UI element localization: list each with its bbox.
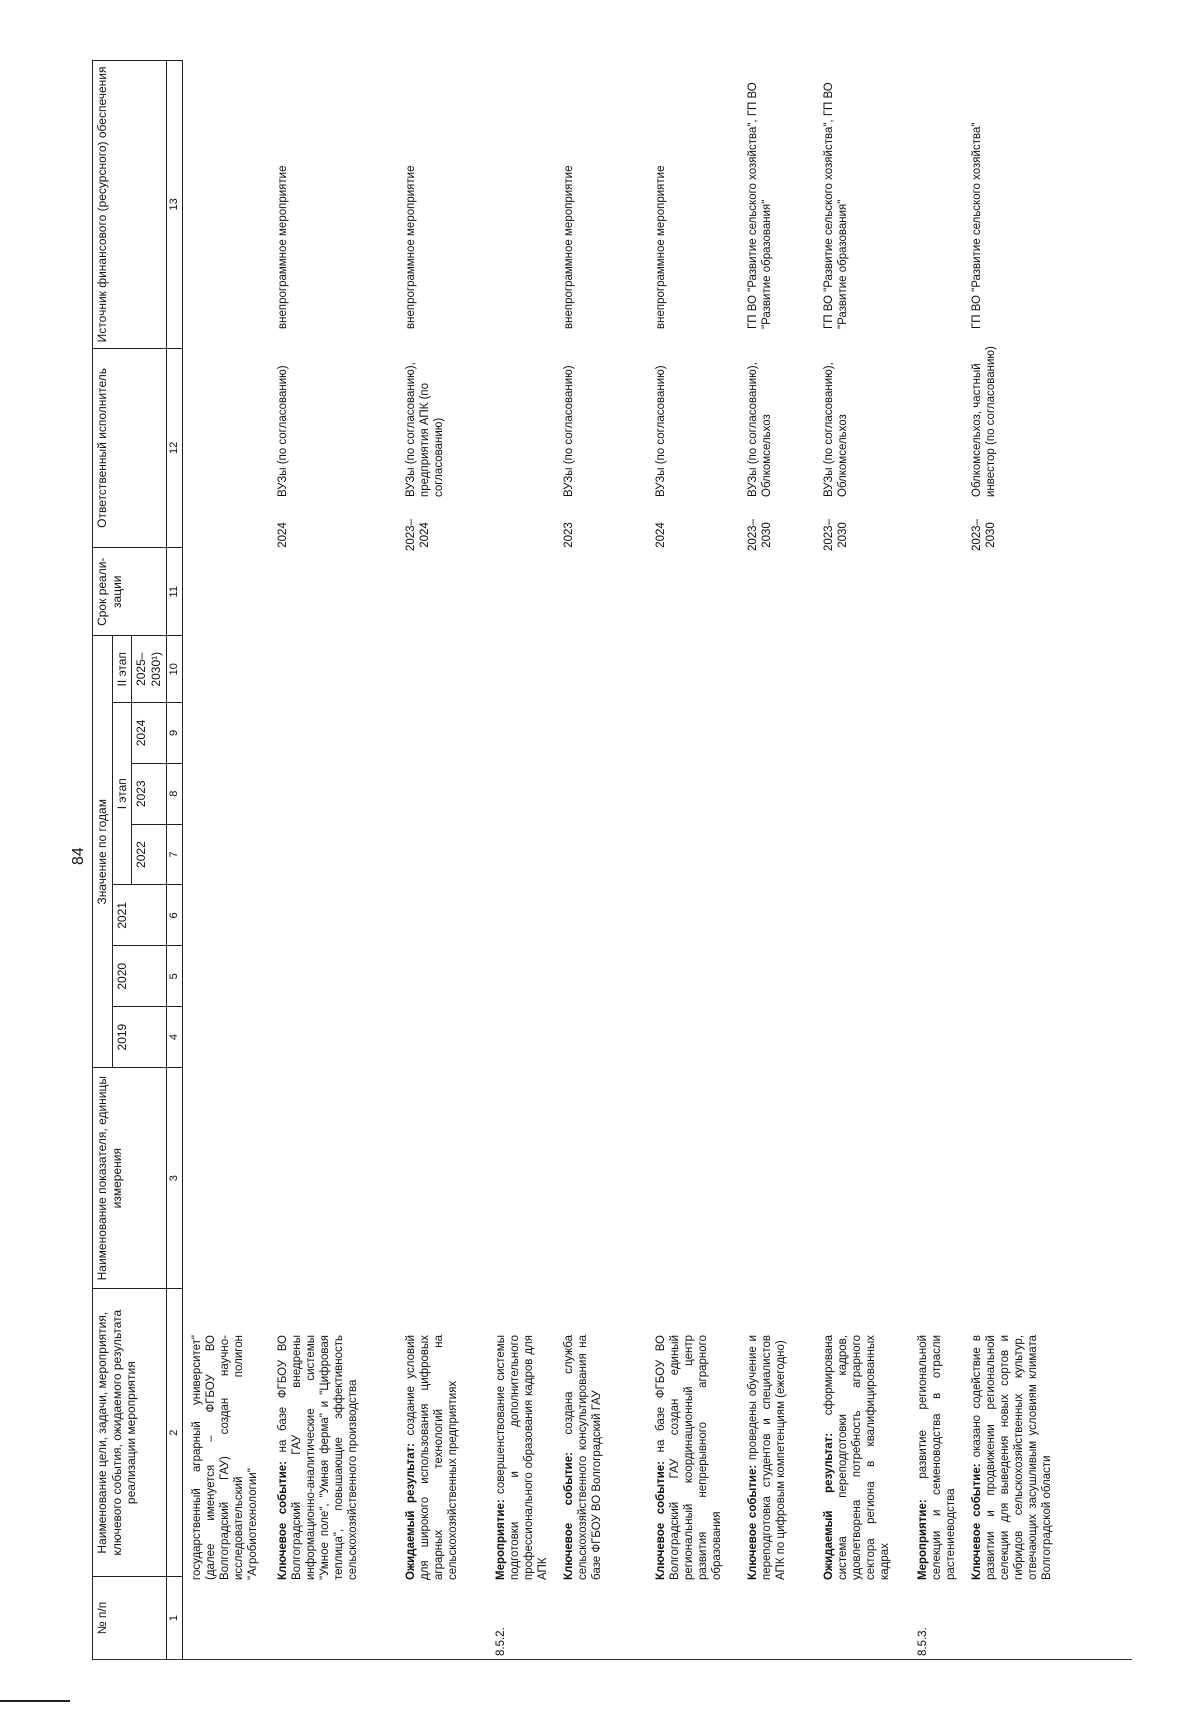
- row-source: внепрограммное мероприятие: [277, 165, 289, 329]
- header-num: № п/п: [93, 1577, 167, 1660]
- col-number: 10: [166, 636, 182, 702]
- row-number: 8.5.2.: [495, 1627, 507, 1656]
- col-number: 8: [166, 763, 182, 824]
- page-number: 84: [70, 847, 87, 865]
- row-label: Ожидаемый результат:: [823, 1432, 835, 1580]
- row-text: оказано содействие в развитии и продвижении региональной селекции для выведения новых сортов и гибридов сельскохозяйственных культур, отвечающих засушливым условиям климата Волгоградской области: [971, 1335, 1054, 1580]
- row-text: создана служба сельскохозяйственного консультирования на базе ФГБОУ ВО Волгоградский ГАУ: [563, 1334, 604, 1580]
- row-text: развитие региональной селекции и семеноводства в отрасли растениеводства: [917, 1335, 958, 1580]
- row-term: 2023–2030: [823, 519, 850, 551]
- row-label: Ключевое событие:: [747, 1464, 759, 1580]
- header-year-2021: 2021: [112, 885, 166, 946]
- row-term: 2023–2030: [747, 519, 774, 551]
- col-number: 7: [166, 824, 182, 885]
- rotated-table-sheet: [92, 60, 1132, 1660]
- row-term: 2023: [563, 522, 575, 548]
- header-stage-1: I этап: [112, 702, 132, 885]
- row-responsible: Облкомсельхоз, частный инвестор (по согласованию): [971, 346, 998, 497]
- row-label: Мероприятие:: [917, 1499, 929, 1580]
- col-number: 6: [166, 885, 182, 946]
- col-number: 13: [166, 61, 182, 349]
- row-responsible: ВУЗы (по согласованию), Облкомсельхоз: [823, 362, 850, 497]
- header-name: Наименование цели, задачи, мероприятия, ключевого события, ожидаемого результата реализации мероприятия: [93, 1289, 167, 1577]
- row-text: на базе ФГБОУ ВО Волгоградский ГАУ внедрены информационно-аналитические системы "Умное поле", "Умная ферма" и "Цифровая теплица", повышающие эффективность сельскохозяйственного производства: [277, 1335, 360, 1580]
- row-source: ГП ВО "Развитие сельского хозяйства", ГП ВО "Развитие образования": [823, 82, 850, 329]
- row-text: создание условий для широкого использования цифровых аграрных технологий на сельскохозяйственных предприятиях: [405, 1335, 460, 1580]
- header-stage-2: II этап: [112, 636, 132, 702]
- header-year-2024: 2024: [132, 702, 166, 763]
- row-text: проведены обучение и переподготовка студентов и специалистов АПК по цифровым компетенциям (ежегодно): [747, 1334, 788, 1580]
- col-number: 5: [166, 946, 182, 1007]
- row-responsible: ВУЗы (по согласованию): [277, 365, 289, 497]
- header-year-2025-2030: 2025–2030¹): [132, 636, 166, 702]
- row-source: внепрограммное мероприятие: [655, 165, 667, 329]
- col-number: 3: [166, 1068, 182, 1289]
- row-text: сформирована система переподготовки кадров, удовлетворена потребность аграрного сектора региона в квалифицированных кадрах: [823, 1335, 892, 1580]
- row-label: Ожидаемый результат:: [405, 1443, 417, 1580]
- row-source: ГП ВО "Развитие сельского хозяйства": [971, 122, 983, 329]
- header-indicator: Наименование показателя, единицы измерения: [93, 1068, 167, 1289]
- row-responsible: ВУЗы (по согласованию): [563, 365, 575, 497]
- col-number: 12: [166, 348, 182, 547]
- row-label: Ключевое событие:: [563, 1452, 575, 1580]
- header-values: Значение по годам: [93, 636, 113, 1068]
- row-label: Ключевое событие:: [277, 1460, 289, 1580]
- row-term: 2024: [277, 522, 289, 548]
- header-year-2020: 2020: [112, 946, 166, 1007]
- row-source: ГП ВО "Развитие сельского хозяйства", ГП ВО "Развитие образования": [747, 82, 774, 329]
- col-number: 11: [166, 547, 182, 636]
- header-responsible: Ответственный исполнитель: [93, 348, 167, 547]
- row-text: совершенствование системы подготовки и дополнительного профессионального образования кадров для АПК: [495, 1335, 550, 1580]
- left-border: [92, 1659, 1132, 1660]
- header-year-2023: 2023: [132, 763, 166, 824]
- header-source: Источник финансового (ресурсного) обеспечения: [93, 61, 167, 349]
- header-year-2019: 2019: [112, 1007, 166, 1068]
- header-term: Срок реали-зации: [93, 547, 167, 636]
- scan-margin-mark: [0, 1700, 70, 1702]
- row-text: государственный аграрный университет" (далее именуется – ФГБОУ ВО Волгоградский ГАУ) создан научно-исследовательский полигон "Агробиотехнологии": [191, 1335, 260, 1580]
- row-responsible: ВУЗы (по согласованию), Облкомсельхоз: [747, 362, 774, 497]
- row-term: 2023–2024: [405, 519, 432, 551]
- col-number: 2: [166, 1289, 182, 1577]
- row-label: Ключевое событие:: [971, 1463, 983, 1580]
- col-number: 1: [166, 1577, 182, 1660]
- header-year-2022: 2022: [132, 824, 166, 885]
- header-table: [92, 60, 183, 1660]
- col-number: 4: [166, 1007, 182, 1068]
- row-source: внепрограммное мероприятие: [405, 165, 417, 329]
- row-source: внепрограммное мероприятие: [563, 165, 575, 329]
- row-term: 2024: [655, 522, 667, 548]
- row-text: на базе ФГБОУ ВО Волгоградский ГАУ создан единый региональный координационный центр развития непрерывного аграрного образования: [655, 1335, 724, 1580]
- row-label: Мероприятие:: [495, 1499, 507, 1580]
- row-label: Ключевое событие:: [655, 1460, 667, 1580]
- row-responsible: ВУЗы (по согласованию): [655, 365, 667, 497]
- row-term: 2023–2030: [971, 519, 998, 551]
- col-number: 9: [166, 702, 182, 763]
- row-responsible: ВУЗы (по согласованию), предприятия АПК (по согласованию): [405, 362, 446, 497]
- row-number: 8.5.3.: [917, 1627, 929, 1656]
